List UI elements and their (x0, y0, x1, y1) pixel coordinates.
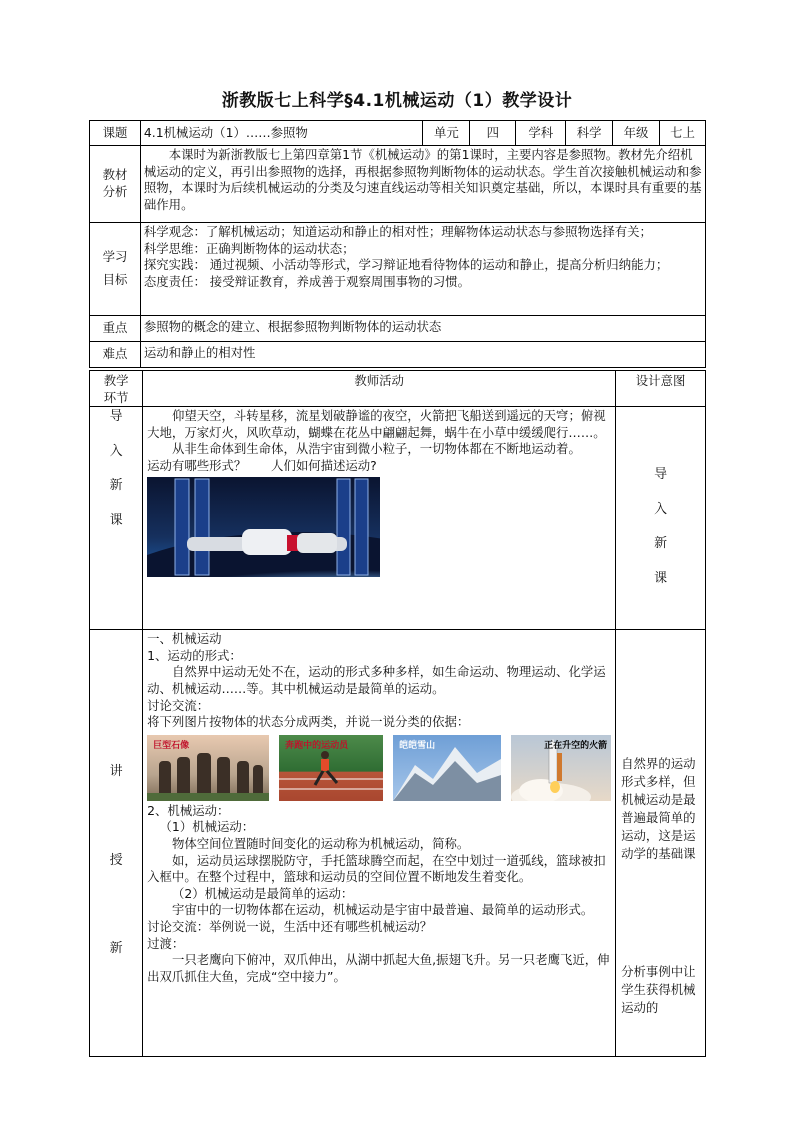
analysis-label-line2: 分析 (102, 184, 128, 199)
lecture-para: 如，运动员运球摆脱防守，手托篮球腾空而起，在空中划过一道弧线，篮球被扣入框中。在整个过程中，篮球和运动员的空间位置不断地发生着变化。 (147, 852, 606, 885)
intro-stage-char: 新 (109, 478, 123, 494)
goals-cell (140, 223, 705, 316)
intro-intent-char: 入 (654, 501, 668, 517)
goal-item: 态度责任： 接受辩证教育，养成善于观察周围事物的习惯。 (143, 273, 471, 289)
transition-label: 过渡： (147, 935, 185, 951)
teacher-header: 教师活动 (143, 371, 616, 407)
keypoint-text: 参照物的概念的建立、根据参照物判断物体的运动状态 (140, 316, 705, 342)
topic-label: 课题 (90, 121, 141, 146)
intro-intent-char: 导 (654, 467, 668, 483)
lecture-para: 自然界中运动无处不在，运动的形式多种多样，如生命运动、物理运动、化学运动、机械运动……等。其中机械运动是最简单的运动。 (147, 664, 606, 696)
goals-label (90, 223, 141, 316)
intro-stage (90, 407, 143, 630)
grade-value: 七上 (660, 121, 706, 146)
subsection-heading: 1、运动的形式： (147, 647, 242, 663)
subject-label: 学科 (516, 121, 566, 146)
subsection-subheading: （1）机械运动： (159, 819, 255, 835)
lecture-stage-char: 讲 (109, 764, 123, 780)
grade-label: 年级 (613, 121, 660, 146)
image-caption: 奔跑中的运动员 (285, 740, 349, 751)
goal-item: 科学观念：了解机械运动；知道运动和静止的相对性；理解物体运动状态与参照物选择有关； (143, 224, 652, 239)
goal-item: 探究实践： 通过视频、小活动等形式，学习辩证地看待物体的运动和静止，提高分析归纳能力； (143, 257, 669, 273)
intro-intent (616, 407, 706, 630)
stage-header (90, 371, 143, 407)
info-table (89, 120, 706, 368)
lecture-intent (616, 630, 706, 1057)
classification-images (147, 735, 611, 801)
image-caption: 巨型石像 (153, 740, 190, 751)
lecture-para: 物体空间位置随时间变化的运动称为机械运动，简称。 (171, 835, 470, 851)
unit-value: 四 (470, 121, 516, 146)
topic-value: 4.1机械运动（1）……参照物 (140, 121, 423, 146)
analysis-label-line1: 教材 (102, 167, 128, 183)
intro-intent-char: 课 (654, 570, 668, 586)
space-station-image (147, 477, 380, 577)
intro-stage-char: 课 (109, 512, 123, 528)
intro-content (143, 407, 616, 630)
analysis-text: 本课时为新浙教版七上第四章第1节《机械运动》的第1课时，主要内容是参照物。教材先介绍机械运动的定义，再引出参照物的选择，再根据参照物判断物体的运动状态。学生首次接触机械运动和参照物，本课时为后续机械运动的分类及匀速直线运动等相关知识奠定基础，所以，本课时具有重要的基础作用。 (143, 147, 702, 212)
analysis-cell (140, 146, 705, 223)
intro-para2: 从非生命体到生命体，从浩宇宙到微小粒子，一切物体都在不断地运动着。 运动有哪些形式？ 人们如何描述运动? (147, 441, 600, 473)
image-caption: 正在升空的火箭 (544, 740, 608, 751)
goals-label-line1: 学习 (102, 249, 128, 265)
analysis-label (90, 146, 141, 223)
intent-text: 分析事例中让学生获得机械运动的 (621, 964, 696, 1016)
stage-header-line2: 环节 (103, 389, 129, 405)
subject-value: 科学 (566, 121, 613, 146)
stone-statues-image (147, 735, 269, 801)
image-caption: 皑皑雪山 (399, 740, 436, 751)
intent-text: 自然界的运动形式多样，但机械运动是最普遍最简单的运动，这是运动学的基础课 (621, 756, 696, 862)
lecture-stage-char: 授 (109, 852, 123, 868)
lecture-content (143, 630, 616, 1057)
subsection-heading: 2、机械运动： (147, 802, 230, 818)
intent-header: 设计意图 (616, 371, 706, 407)
lecture-para: 宇宙中的一切物体都在运动，机械运动是宇宙中最普遍、最简单的运动形式。 (171, 902, 594, 918)
difficulty-label: 难点 (90, 342, 141, 368)
keypoint-label: 重点 (90, 316, 141, 342)
lecture-stage (90, 630, 143, 1057)
difficulty-text: 运动和静止的相对性 (140, 342, 705, 368)
running-athlete-image (279, 735, 383, 801)
section-heading: 一、机械运动 (147, 631, 222, 647)
stage-header-line1: 教学 (103, 373, 129, 388)
goal-item: 科学思维：正确判断物体的运动状态； (143, 240, 355, 256)
subsection-subheading: （2）机械运动是最简单的运动： (171, 885, 354, 901)
intro-stage-char: 入 (109, 443, 123, 459)
intro-para1: 仰望天空，斗转星移，流星划破静谧的夜空，火箭把飞船送到遥远的天穹；俯视大地，万家灯火，风吹草动，蝴蝶在花丛中翩翩起舞，蜗牛在小草中缓缓爬行……。 (147, 408, 606, 440)
document-title: 浙教版七上科学§4.1机械运动（1）教学设计 (221, 91, 573, 111)
intro-stage-char: 导 (109, 409, 123, 425)
snow-mountain-image (393, 735, 501, 801)
rocket-launch-image (511, 735, 611, 801)
lecture-stage-char: 新 (109, 941, 123, 957)
goals-label-line2: 目标 (102, 272, 128, 287)
lecture-para: 一只老鹰向下俯冲，双爪伸出，从湖中抓起大鱼,振翅飞升。另一只老鹰飞近，伸出双爪抓住大鱼，完成“空中接力”。 (147, 952, 610, 984)
discussion-task: 将下列图片按物体的状态分成两类，并说一说分类的依据： (147, 714, 470, 730)
intro-intent-char: 新 (654, 536, 668, 552)
discussion-label: 讨论交流： (147, 697, 210, 713)
discussion-label: 讨论交流：举例说一说，生活中还有哪些机械运动？ (147, 918, 433, 934)
activity-table (89, 370, 706, 1057)
unit-label: 单元 (423, 121, 470, 146)
